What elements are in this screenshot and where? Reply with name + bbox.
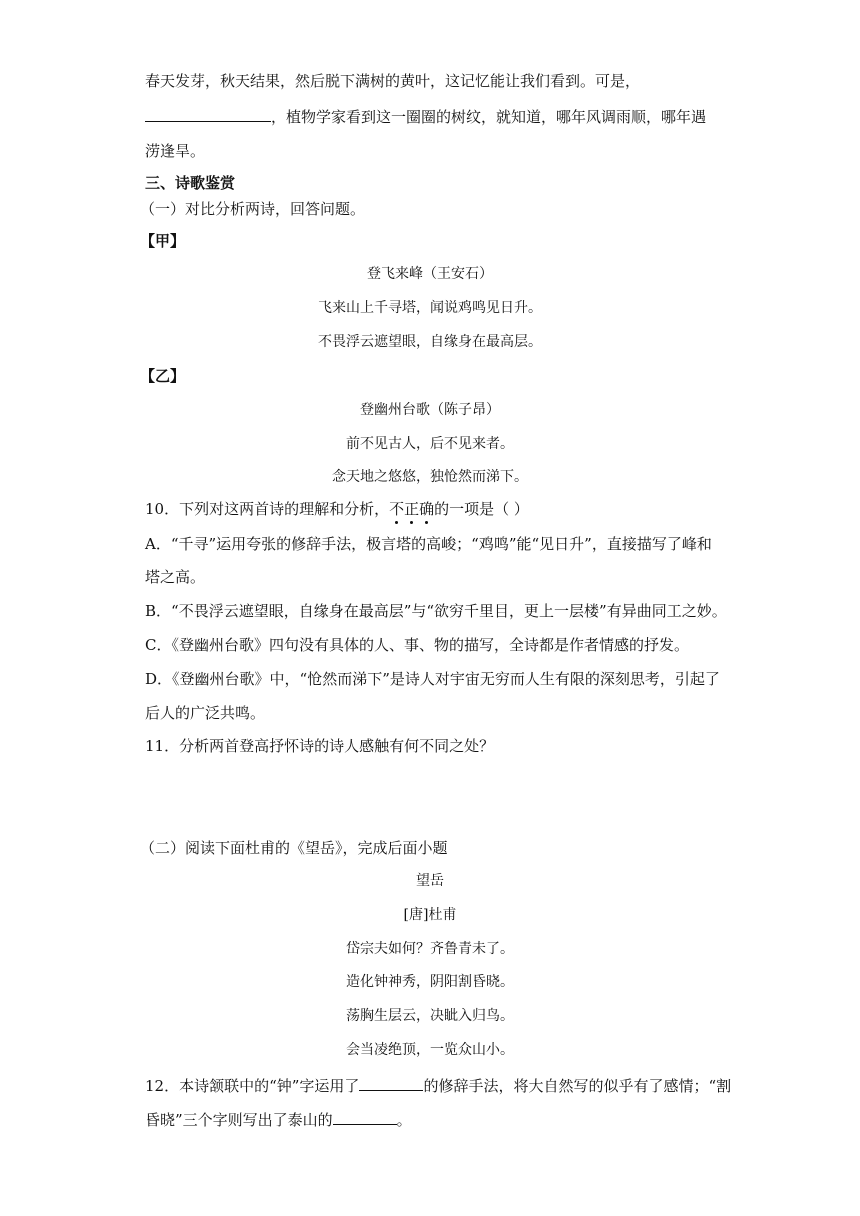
option-c: C．《登幽州台歌》四句没有具体的人、事、物的描写，全诗都是作者情感的抒发。 [145,636,689,654]
poem-yi-line: 念天地之悠悠，独怆然而涕下。 [332,469,528,485]
option-d-cont: 后人的广泛共鸣。 [145,704,266,722]
label-yi: 【乙】 [140,367,186,385]
poem-line: 会当凌绝顶，一览众山小。 [346,1042,514,1058]
passage-line-2 [145,106,706,127]
question-12-line-2 [145,1109,412,1130]
q10-suffix: 的一项是（ ） [434,500,529,518]
passage-line-1: 春天发芽，秋天结果，然后脱下满树的黄叶，这记忆能让我们看到。可是， [145,72,641,90]
poem-jia-title: 登飞来峰（王安石） [367,266,493,282]
emphasis-char: 正 [404,500,420,518]
option-a: A．“千寻”运用夸张的修辞手法，极言塔的高峻；“鸡鸣”能“见日升”，直接描写了峰和 [145,535,712,553]
question-11: 11．分析两首登高抒怀诗的诗人感触有何不同之处？ [145,737,495,755]
emphasis-char: 不 [389,500,405,518]
option-d: D．《登幽州台歌》中，“怆然而涕下”是诗人对宇宙无穷而人生有限的深刻思考，引起了 [145,670,720,688]
part1-intro: （一）对比分析两诗，回答问题。 [140,200,366,218]
q12-text: 。 [396,1111,412,1129]
poem-jia-line: 不畏浮云遮望眼，自缘身在最高层。 [318,334,542,350]
poem-line: 岱宗夫如何？齐鲁青未了。 [346,941,514,957]
question-12-line-1 [145,1075,731,1096]
q10-prefix: 10．下列对这两首诗的理解和分析， [145,500,390,518]
poem-title: 望岳 [416,873,444,889]
question-10 [145,499,529,519]
section-heading: 三、诗歌鉴赏 [145,174,236,192]
emphasis-char: 确 [419,500,435,518]
option-a-cont: 塔之高。 [145,568,206,586]
fill-blank[interactable] [145,106,271,122]
poem-jia-line: 飞来山上千寻塔，闻说鸡鸣见日升。 [318,300,542,316]
poem-line: 造化钟神秀，阴阳割昏晓。 [346,974,514,990]
part2-intro: （二）阅读下面杜甫的《望岳》，完成后面小题 [140,839,448,857]
poem-yi-title: 登幽州台歌（陈子昂） [360,402,500,418]
option-b: B．“不畏浮云遮望眼，自缘身在最高层”与“欲穷千里目，更上一层楼”有异曲同工之妙。 [145,602,727,620]
fill-blank[interactable] [333,1109,397,1125]
passage-line-3: 涝逢旱。 [145,142,206,160]
poem-author: [唐]杜甫 [403,907,457,923]
fill-blank[interactable] [359,1075,423,1091]
q12-text: 昏晓”三个字则写出了泰山的 [145,1111,333,1129]
label-jia: 【甲】 [140,232,186,250]
poem-yi-line: 前不见古人，后不见来者。 [346,436,514,452]
poem-line: 荡胸生层云，决眦入归鸟。 [346,1008,514,1024]
q12-text: 12．本诗颔联中的“钟”字运用了 [145,1077,360,1095]
passage-line-2-text: ，植物学家看到这一圈圈的树纹，就知道，哪年风调雨顺，哪年遇 [271,108,707,126]
q12-text: 的修辞手法，将大自然写的似乎有了感情；“割 [423,1077,732,1095]
